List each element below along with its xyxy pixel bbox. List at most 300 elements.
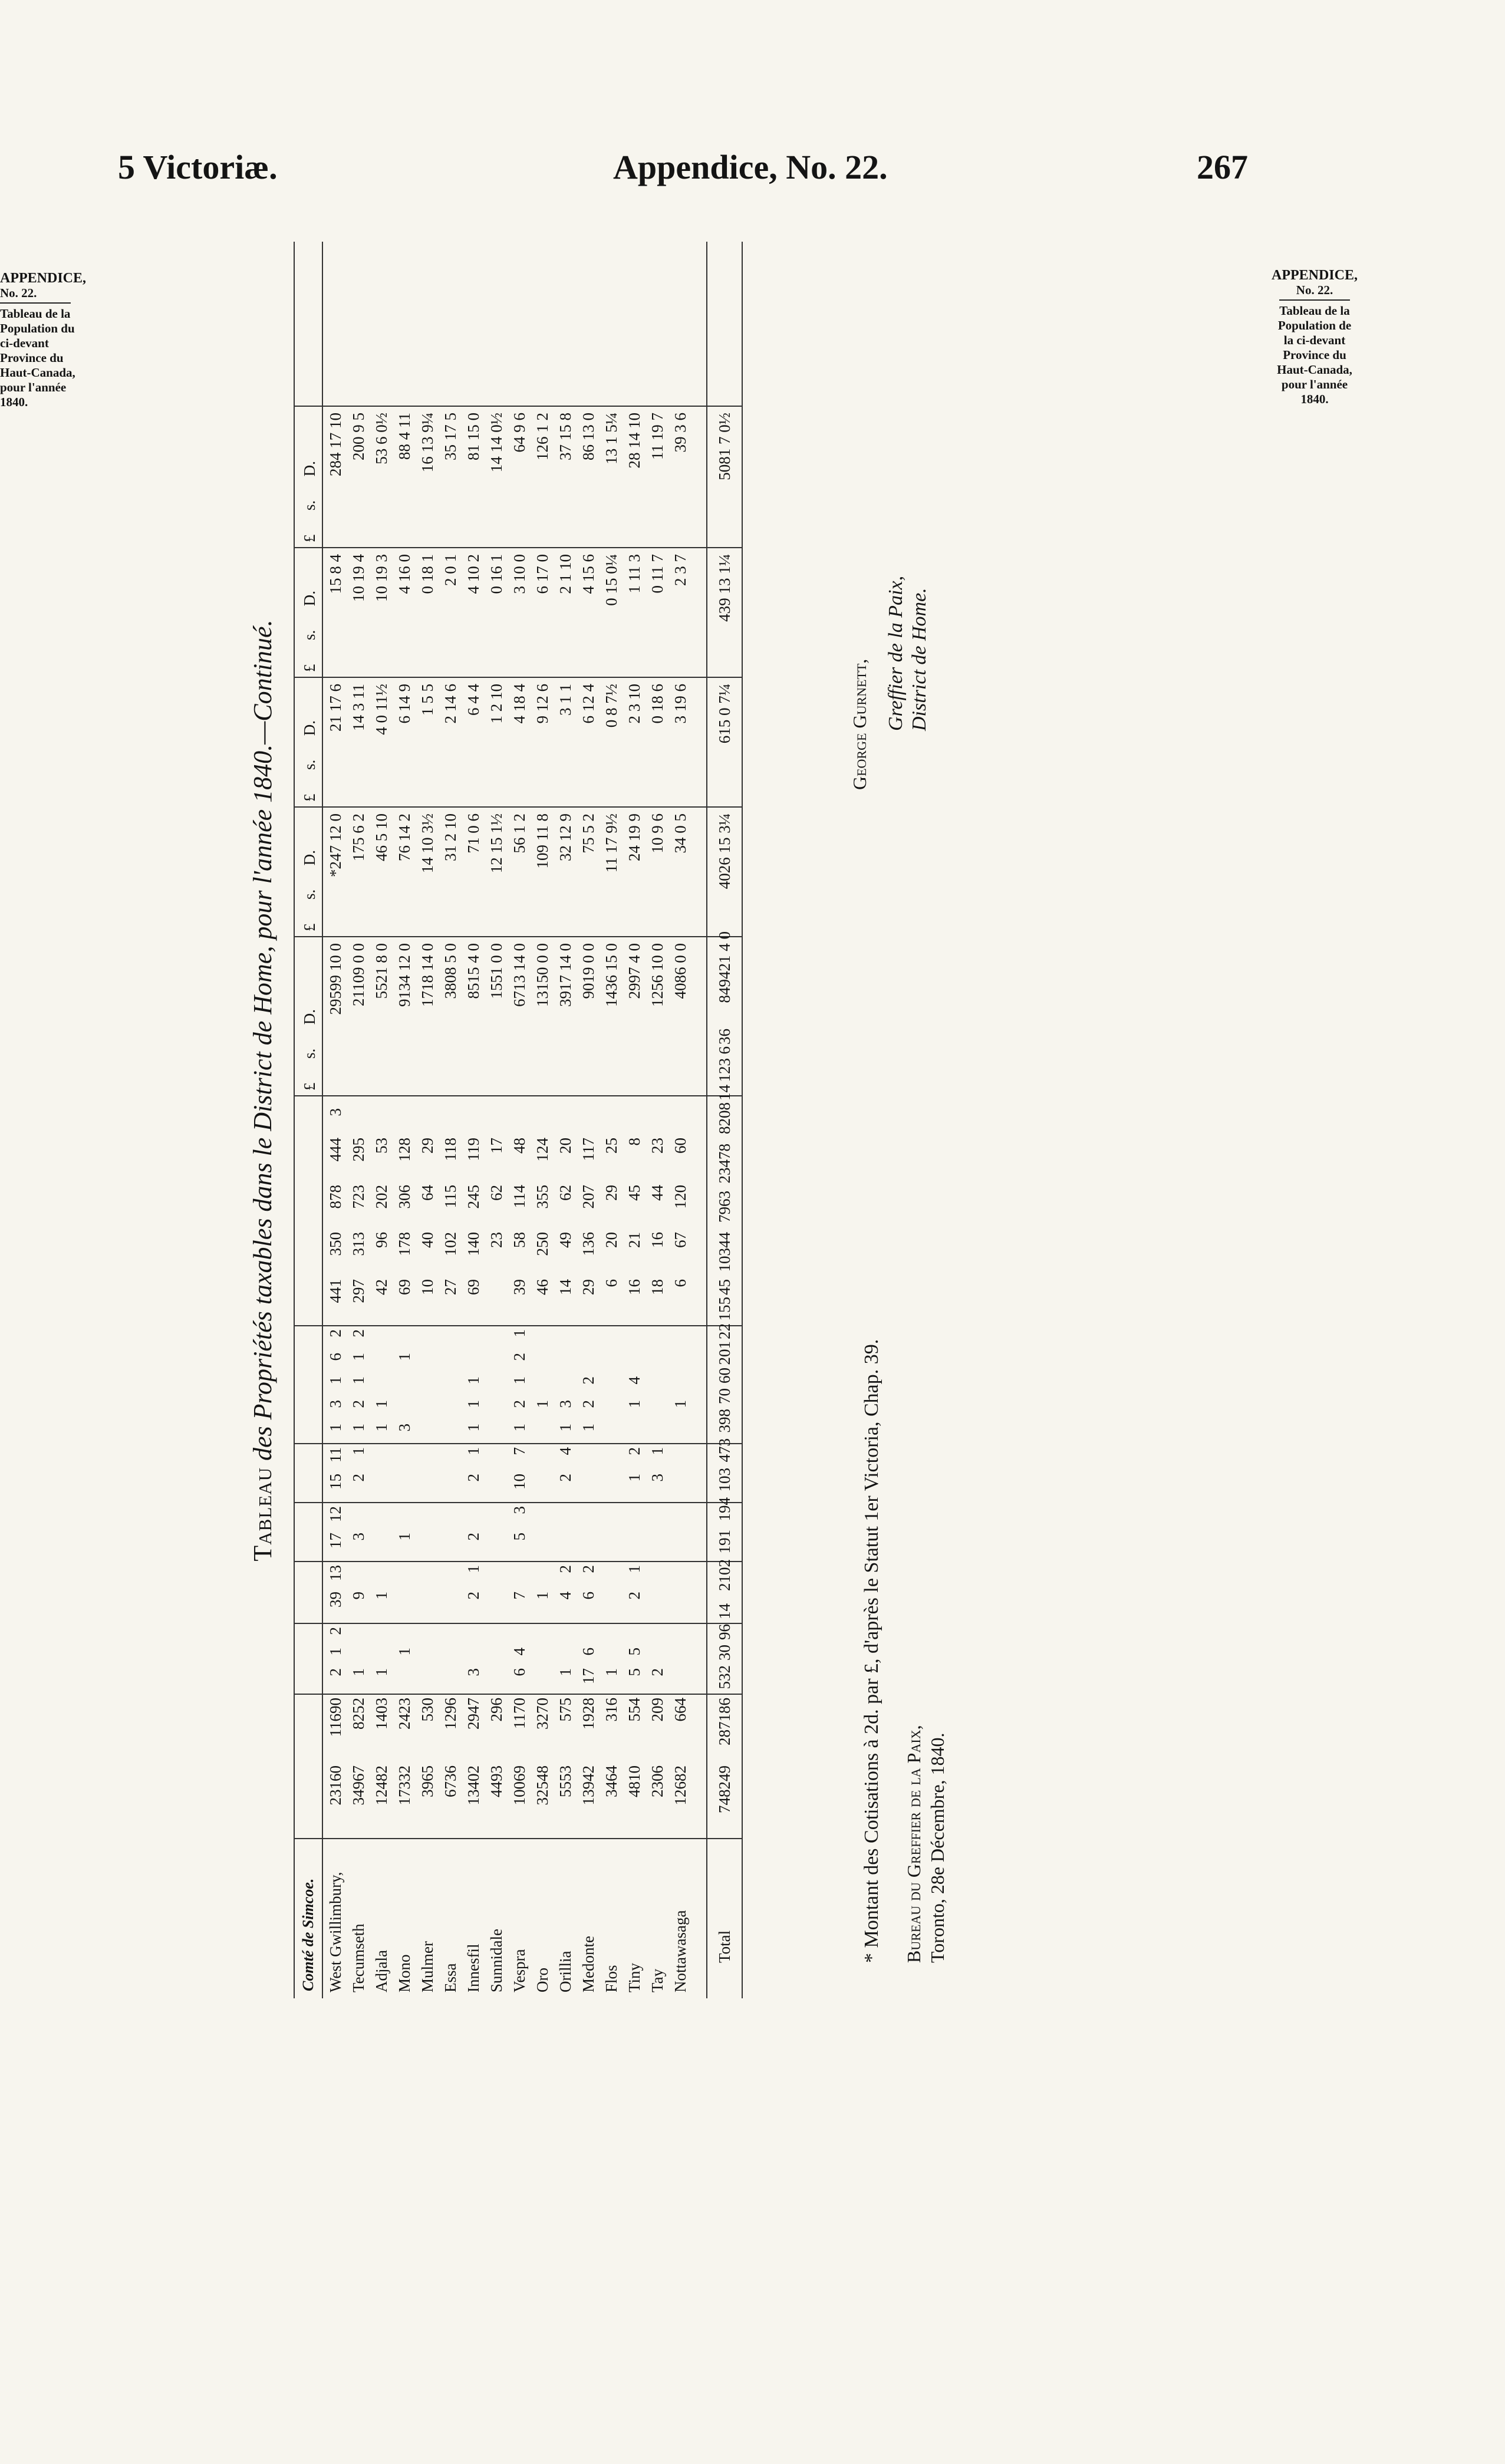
table-cell: 4086 0 0 <box>671 943 689 999</box>
table-cell: 1 <box>373 1668 390 1676</box>
table-cell: 1 <box>602 1668 620 1676</box>
total-cell: 748249 <box>716 1765 733 1813</box>
table-cell: 136 <box>579 1232 597 1256</box>
table-cell: 24 19 9 <box>625 813 643 861</box>
table-cell: 25 <box>602 1138 620 1154</box>
table-cell: 5 <box>511 1533 528 1541</box>
total-cell: 155 <box>716 1297 733 1321</box>
township-name: Tecumseth <box>350 1923 367 1992</box>
column-rule <box>294 1502 742 1503</box>
township-name: Innesfil <box>465 1943 482 1992</box>
total-cell: 23478 <box>716 1144 733 1184</box>
table-cell: 575 <box>556 1698 574 1722</box>
table-cell: 16 <box>648 1232 666 1248</box>
table-cell: 46 5 10 <box>373 813 390 861</box>
table-cell: 49 <box>556 1232 574 1248</box>
table-cell: 1 <box>465 1447 482 1455</box>
table-cell: 1 <box>533 1592 551 1600</box>
table-cell: 118 <box>442 1138 459 1161</box>
table-cell: 4493 <box>488 1765 505 1797</box>
table-cell: 126 1 2 <box>533 413 551 460</box>
table-cell: 4 10 2 <box>465 554 482 594</box>
table-cell: 4 0 11½ <box>373 684 390 735</box>
column-rule <box>294 406 742 407</box>
table-cell: 88 4 11 <box>396 413 413 460</box>
table-cell: 114 <box>511 1185 528 1208</box>
table-cell: 2 <box>625 1592 643 1600</box>
total-cell: 615 0 7¼ <box>716 684 733 744</box>
table-cell: 10 9 6 <box>648 813 666 854</box>
township-name: Sunnidale <box>488 1929 505 1992</box>
table-cell: 1 5 5 <box>419 684 436 716</box>
margin-note-right-rule <box>1279 299 1350 301</box>
table-cell: 20 <box>556 1138 574 1154</box>
table-title-smallcaps: Tableau <box>248 1467 277 1562</box>
table-cell: 3270 <box>533 1698 551 1730</box>
table-cell: 102 <box>442 1232 459 1256</box>
table-cell: 29 <box>602 1185 620 1201</box>
table-cell: 12682 <box>671 1765 689 1806</box>
table-cell: 200 9 5 <box>350 413 367 460</box>
office-line-1: Bureau du Greffier de la Paix, <box>903 1725 924 1963</box>
table-cell: 1 <box>350 1353 367 1361</box>
table-cell: 11 <box>327 1447 344 1462</box>
column-rule <box>294 1095 742 1096</box>
margin-note-right-line: Tableau de la <box>1279 304 1350 318</box>
table-cell: 8252 <box>350 1698 367 1730</box>
margin-note-right-line: la ci-devant <box>1283 333 1346 347</box>
table-cell: 5521 8 0 <box>373 943 390 999</box>
table-cell: 0 15 0¼ <box>602 554 620 606</box>
currency-header: £ s. D. <box>301 720 318 802</box>
table-cell: 1296 <box>442 1698 459 1730</box>
table-cell: 13150 0 0 <box>533 943 551 1007</box>
table-cell: 0 18 6 <box>648 684 666 724</box>
table-cell: 20 <box>602 1232 620 1248</box>
table-cell: 2 3 7 <box>671 554 689 586</box>
table-cell: 6 <box>579 1648 597 1656</box>
table-cell: 1 <box>511 1329 528 1338</box>
table-cell: 1 <box>327 1424 344 1432</box>
table-cell: 3 <box>648 1474 666 1482</box>
total-cell: 70 <box>716 1388 733 1404</box>
margin-note-right-lines <box>1256 304 1374 407</box>
table-cell: 12 <box>327 1506 344 1522</box>
margin-note-right-line: Haut-Canada, <box>1277 363 1352 377</box>
signature-title-1: Greffier de la Paix, <box>885 575 907 731</box>
margin-note-right-line: Province du <box>1283 348 1346 362</box>
table-cell: 1 <box>579 1424 597 1432</box>
table-cell: 6 <box>327 1353 344 1361</box>
county-subheading: Comté de Simcoe. <box>299 1878 317 1991</box>
total-cell: 96 <box>716 1624 733 1640</box>
table-cell: 28 14 10 <box>625 413 643 469</box>
table-cell: 1 <box>533 1400 551 1408</box>
table-cell: 723 <box>350 1185 367 1209</box>
signature-name: George Gurnett, <box>849 658 870 790</box>
total-cell: 473 <box>716 1438 733 1462</box>
table-cell: 14 3 11 <box>350 684 367 731</box>
table-cell: 18 <box>648 1279 666 1295</box>
table-cell: 350 <box>327 1232 344 1256</box>
office-line-2: Toronto, 28e Décembre, 1840. <box>927 1732 948 1963</box>
table-cell: 53 <box>373 1138 390 1154</box>
table-cell: 42 <box>373 1279 390 1295</box>
township-name: Tiny <box>625 1962 643 1992</box>
table-cell: 13942 <box>579 1765 597 1806</box>
table-cell: 2 <box>350 1474 367 1482</box>
column-rule <box>294 677 742 678</box>
table-cell: 6 4 4 <box>465 684 482 716</box>
table-cell: 13 1 5¼ <box>602 413 620 465</box>
township-name: Essa <box>442 1963 459 1992</box>
table-cell: 3 <box>327 1400 344 1408</box>
total-cell: 30 <box>716 1645 733 1661</box>
table-cell: 32 12 9 <box>556 813 574 861</box>
table-cell: 1 2 10 <box>488 684 505 724</box>
table-cell: 11 17 9½ <box>602 813 620 873</box>
table-cell: 5 <box>625 1668 643 1676</box>
table-cell: 17 <box>327 1533 344 1549</box>
table-cell: 2 <box>579 1400 597 1408</box>
table-cell: 1 <box>396 1648 413 1656</box>
table-cell: 15 8 4 <box>327 554 344 594</box>
total-cell: 532 <box>716 1665 733 1689</box>
table-cell: 2 <box>327 1668 344 1676</box>
table-cell: 2306 <box>648 1765 666 1797</box>
column-rule <box>294 1325 742 1326</box>
table-cell: 46 <box>533 1279 551 1295</box>
table-cell: 9 <box>350 1592 367 1600</box>
table-cell: 17 <box>579 1668 597 1684</box>
total-cell: 36 <box>716 1029 733 1045</box>
table-cell: 1 <box>465 1400 482 1408</box>
total-cell: 194 <box>716 1497 733 1521</box>
table-cell: 1 <box>648 1447 666 1455</box>
table-cell: 31 2 10 <box>442 813 459 861</box>
table-cell: 15 <box>327 1474 344 1490</box>
table-cell: 23 <box>488 1232 505 1248</box>
margin-note-right-title: APPENDICE, <box>1271 268 1358 283</box>
table-cell: 8 <box>625 1138 643 1146</box>
row-rule <box>322 242 323 1998</box>
total-cell: 201 <box>716 1341 733 1365</box>
table-cell: 2 <box>327 1627 344 1635</box>
margin-note-left-line: pour l'année <box>0 380 67 394</box>
table-cell: 1170 <box>511 1698 528 1729</box>
running-head-center: Appendice, No. 22. <box>613 148 888 186</box>
margin-note-left-title: APPENDICE, <box>0 271 87 286</box>
table-cell: 4 <box>556 1447 574 1455</box>
table-cell: 17332 <box>396 1765 413 1806</box>
margin-note-left-no: No. 22. <box>0 286 37 300</box>
table-cell: 76 14 2 <box>396 813 413 861</box>
row-rule <box>706 242 707 1998</box>
table-cell: 1436 15 0 <box>602 943 620 1007</box>
table-cell: 1 <box>625 1474 643 1482</box>
table-cell: 23 <box>648 1138 666 1154</box>
table-cell: 45 <box>625 1185 643 1201</box>
table-cell: 62 <box>556 1185 574 1201</box>
table-cell: 58 <box>511 1232 528 1248</box>
table-cell: 3917 14 0 <box>556 943 574 1007</box>
table-cell: 86 13 0 <box>579 413 597 460</box>
table-cell: 1256 10 0 <box>648 943 666 1007</box>
table-cell: 3464 <box>602 1765 620 1797</box>
table-cell: 32548 <box>533 1765 551 1806</box>
table-cell: 75 5 2 <box>579 813 597 854</box>
table-cell: 29 <box>579 1279 597 1295</box>
table-cell: 297 <box>350 1279 367 1303</box>
table-cell: 313 <box>350 1232 367 1256</box>
table-cell: 2 <box>350 1400 367 1408</box>
table-cell: 9 12 6 <box>533 684 551 724</box>
signature-title-2: District de Home. <box>908 588 930 731</box>
table-cell: 5553 <box>556 1765 574 1797</box>
margin-note-left-rule <box>0 302 71 304</box>
table-cell: 2 <box>465 1592 482 1600</box>
row-rule <box>294 242 295 1998</box>
table-cell: 4 <box>556 1592 574 1600</box>
table-cell: 16 13 9¼ <box>419 413 436 473</box>
column-rule <box>294 1694 742 1695</box>
rotated-table-block <box>248 230 948 1998</box>
table-cell: 10 <box>419 1279 436 1295</box>
table-cell: 37 15 8 <box>556 413 574 460</box>
footnote: * Montant des Cotisations à 2d. par £, d'après le Statut 1er Victoria, Chap. 39. <box>861 1339 882 1963</box>
table-cell: 3 10 0 <box>511 554 528 594</box>
table-cell: 209 <box>648 1698 666 1722</box>
margin-note-right-line: pour l'année <box>1281 377 1348 391</box>
table-cell: 0 18 1 <box>419 554 436 594</box>
table-cell: 2 <box>556 1474 574 1482</box>
township-name: West Gwillimbury, <box>327 1872 344 1992</box>
table-cell: 1 <box>625 1400 643 1408</box>
table-cell: 2 3 10 <box>625 684 643 724</box>
table-cell: 1 <box>350 1376 367 1385</box>
table-cell: 14 10 3½ <box>419 813 436 874</box>
table-cell: 441 <box>327 1279 344 1303</box>
table-cell: 3 <box>511 1506 528 1514</box>
table-cell: 120 <box>671 1185 689 1209</box>
table-cell: 124 <box>533 1138 551 1162</box>
table-cell: 1 <box>327 1648 344 1656</box>
total-cell: 22 <box>716 1323 733 1339</box>
table-cell: 67 <box>671 1232 689 1248</box>
table-cell: 3 <box>350 1533 367 1541</box>
table-cell: 40 <box>419 1232 436 1248</box>
table-cell: 9134 12 0 <box>396 943 413 1007</box>
table-cell: 1 <box>465 1376 482 1385</box>
table-cell: 4 <box>625 1376 643 1385</box>
table-cell: 21109 0 0 <box>350 943 367 1006</box>
table-cell: 1 <box>556 1424 574 1432</box>
table-cell: 316 <box>602 1698 620 1722</box>
township-name: Orillia <box>556 1951 574 1992</box>
table-cell: 1928 <box>579 1698 597 1730</box>
table-cell: 2 <box>465 1533 482 1541</box>
margin-note-left <box>0 271 106 410</box>
table-cell: 81 15 0 <box>465 413 482 460</box>
table-cell: 284 17 10 <box>327 413 344 476</box>
table-cell: 0 16 1 <box>488 554 505 594</box>
table-cell: 3 <box>556 1400 574 1408</box>
table-cell: 1 <box>350 1424 367 1432</box>
table-cell: 2 <box>579 1376 597 1385</box>
total-cell: 14 <box>716 1603 733 1619</box>
table-cell: 1 <box>511 1424 528 1432</box>
table-cell: 1 <box>396 1533 413 1541</box>
table-cell: 1 <box>396 1353 413 1361</box>
township-name: Flos <box>602 1965 620 1992</box>
total-cell: 287186 <box>716 1698 733 1745</box>
table-cell: 7 <box>511 1592 528 1600</box>
township-name: Medonte <box>579 1936 597 1992</box>
table-cell: 14 <box>556 1279 574 1295</box>
column-rule <box>294 1443 742 1444</box>
table-cell: 6 <box>511 1668 528 1676</box>
table-cell: 10 19 4 <box>350 554 367 602</box>
table-cell: 6713 14 0 <box>511 943 528 1007</box>
column-rule <box>294 1561 742 1562</box>
table-cell: 1 <box>511 1376 528 1385</box>
total-cell: 849421 4 0 <box>716 931 733 1003</box>
table-cell: 10069 <box>511 1765 528 1806</box>
table-cell: 2 <box>579 1565 597 1573</box>
currency-header: £ s. D. <box>301 460 318 542</box>
margin-note-left-line: 1840. <box>0 395 28 409</box>
table-cell: 245 <box>465 1185 482 1209</box>
total-cell: 398 <box>716 1409 733 1433</box>
table-cell: 117 <box>579 1138 597 1161</box>
table-cell: 6 <box>579 1592 597 1600</box>
total-cell: 6 <box>716 1046 733 1055</box>
table-cell: 29 <box>419 1138 436 1154</box>
table-cell: 71 0 6 <box>465 813 482 854</box>
table-cell: 8515 4 0 <box>465 943 482 999</box>
township-name: Nottawasaga <box>671 1910 689 1992</box>
total-cell: 2102 <box>716 1559 733 1591</box>
table-cell: 39 3 6 <box>671 413 689 453</box>
township-name: Oro <box>533 1968 551 1992</box>
total-cell: 14 <box>716 1085 733 1101</box>
table-cell: 7 <box>511 1447 528 1455</box>
table-cell: 4 16 0 <box>396 554 413 594</box>
table-cell: 17 <box>488 1138 505 1154</box>
table-cell: 175 6 2 <box>350 813 367 861</box>
table-cell: 60 <box>671 1138 689 1154</box>
table-cell: 96 <box>373 1232 390 1248</box>
table-title-rest: des Propriétés taxables dans le District de Home, pour l'année 1840.—Continué. <box>248 620 277 1461</box>
table-cell: 69 <box>465 1279 482 1295</box>
total-cell: 7963 <box>716 1191 733 1223</box>
table-cell: 0 8 7½ <box>602 684 620 728</box>
margin-note-left-lines <box>0 307 106 410</box>
table-cell: 3 19 6 <box>671 684 689 724</box>
table-title <box>248 324 278 1857</box>
table-cell: 16 <box>625 1279 643 1295</box>
total-cell: 5081 7 0½ <box>716 413 733 480</box>
table-cell: 115 <box>442 1185 459 1208</box>
currency-header: £ s. D. <box>301 1009 318 1091</box>
total-cell: 4026 15 3¼ <box>716 813 733 890</box>
township-name: Mulmer <box>419 1941 436 1992</box>
table-cell: 2 1 10 <box>556 554 574 594</box>
table-cell: 109 11 8 <box>533 813 551 869</box>
margin-note-left-line: Haut-Canada, <box>0 365 75 380</box>
table-cell: 2 <box>648 1668 666 1676</box>
table-cell: 554 <box>625 1698 643 1722</box>
table-cell: 2 <box>625 1447 643 1455</box>
table-cell: 119 <box>465 1138 482 1161</box>
table-cell: 6 <box>671 1279 689 1287</box>
margin-note-left-line: Population du <box>0 321 75 335</box>
table-cell: 1 <box>373 1592 390 1600</box>
table-cell: 11690 <box>327 1698 344 1737</box>
table-cell: 1403 <box>373 1698 390 1730</box>
table-cell: 296 <box>488 1698 505 1722</box>
table-cell: 202 <box>373 1185 390 1209</box>
table-cell: 530 <box>419 1698 436 1722</box>
table-cell: 21 17 6 <box>327 684 344 732</box>
page-number: 267 <box>1197 148 1248 186</box>
table-cell: 12482 <box>373 1765 390 1806</box>
total-cell: 45 <box>716 1279 733 1295</box>
table-cell: 29599 10 0 <box>327 943 344 1015</box>
margin-note-left-line: Tableau de la <box>0 307 71 321</box>
table-cell: 10 19 3 <box>373 554 390 602</box>
table-cell: 2423 <box>396 1698 413 1730</box>
table-cell: 39 <box>511 1279 528 1295</box>
total-label: Total <box>716 1930 733 1963</box>
table-cell: 35 17 5 <box>442 413 459 460</box>
table-cell: 53 6 0½ <box>373 413 390 465</box>
table-cell: 1 <box>350 1668 367 1676</box>
table-cell: 664 <box>671 1698 689 1722</box>
table-cell: 39 <box>327 1592 344 1607</box>
table-cell: 1 <box>671 1400 689 1408</box>
margin-note-left-line: Province du <box>0 351 64 365</box>
table-cell: 878 <box>327 1185 344 1209</box>
margin-note-right-no: No. 22. <box>1296 283 1333 297</box>
table-cell: 23160 <box>327 1765 344 1806</box>
table-cell: 4 15 6 <box>579 554 597 594</box>
township-name: Tay <box>648 1968 666 1992</box>
total-cell: 439 13 1¼ <box>716 554 733 622</box>
margin-note-right <box>1256 268 1374 407</box>
table-cell: 2 <box>327 1329 344 1338</box>
table-cell: 6 <box>602 1279 620 1287</box>
table-cell: 3808 5 0 <box>442 943 459 999</box>
table-cell: 6 14 9 <box>396 684 413 724</box>
table-cell: 6 17 0 <box>533 554 551 594</box>
table-cell: 48 <box>511 1138 528 1154</box>
township-name: Vespra <box>511 1949 528 1992</box>
table-cell: 10 <box>511 1474 528 1490</box>
table-cell: 1 <box>373 1400 390 1408</box>
table-cell: 27 <box>442 1279 459 1295</box>
table-cell: 56 1 2 <box>511 813 528 854</box>
township-name: Mono <box>396 1954 413 1992</box>
column-rule <box>294 806 742 808</box>
table-cell: 3 1 1 <box>556 684 574 716</box>
table-cell: 2 14 6 <box>442 684 459 724</box>
table-cell: 6736 <box>442 1765 459 1797</box>
table-cell: 1 <box>465 1565 482 1573</box>
table-cell: 34967 <box>350 1765 367 1806</box>
column-rule <box>294 1623 742 1624</box>
table-cell: 64 9 6 <box>511 413 528 453</box>
